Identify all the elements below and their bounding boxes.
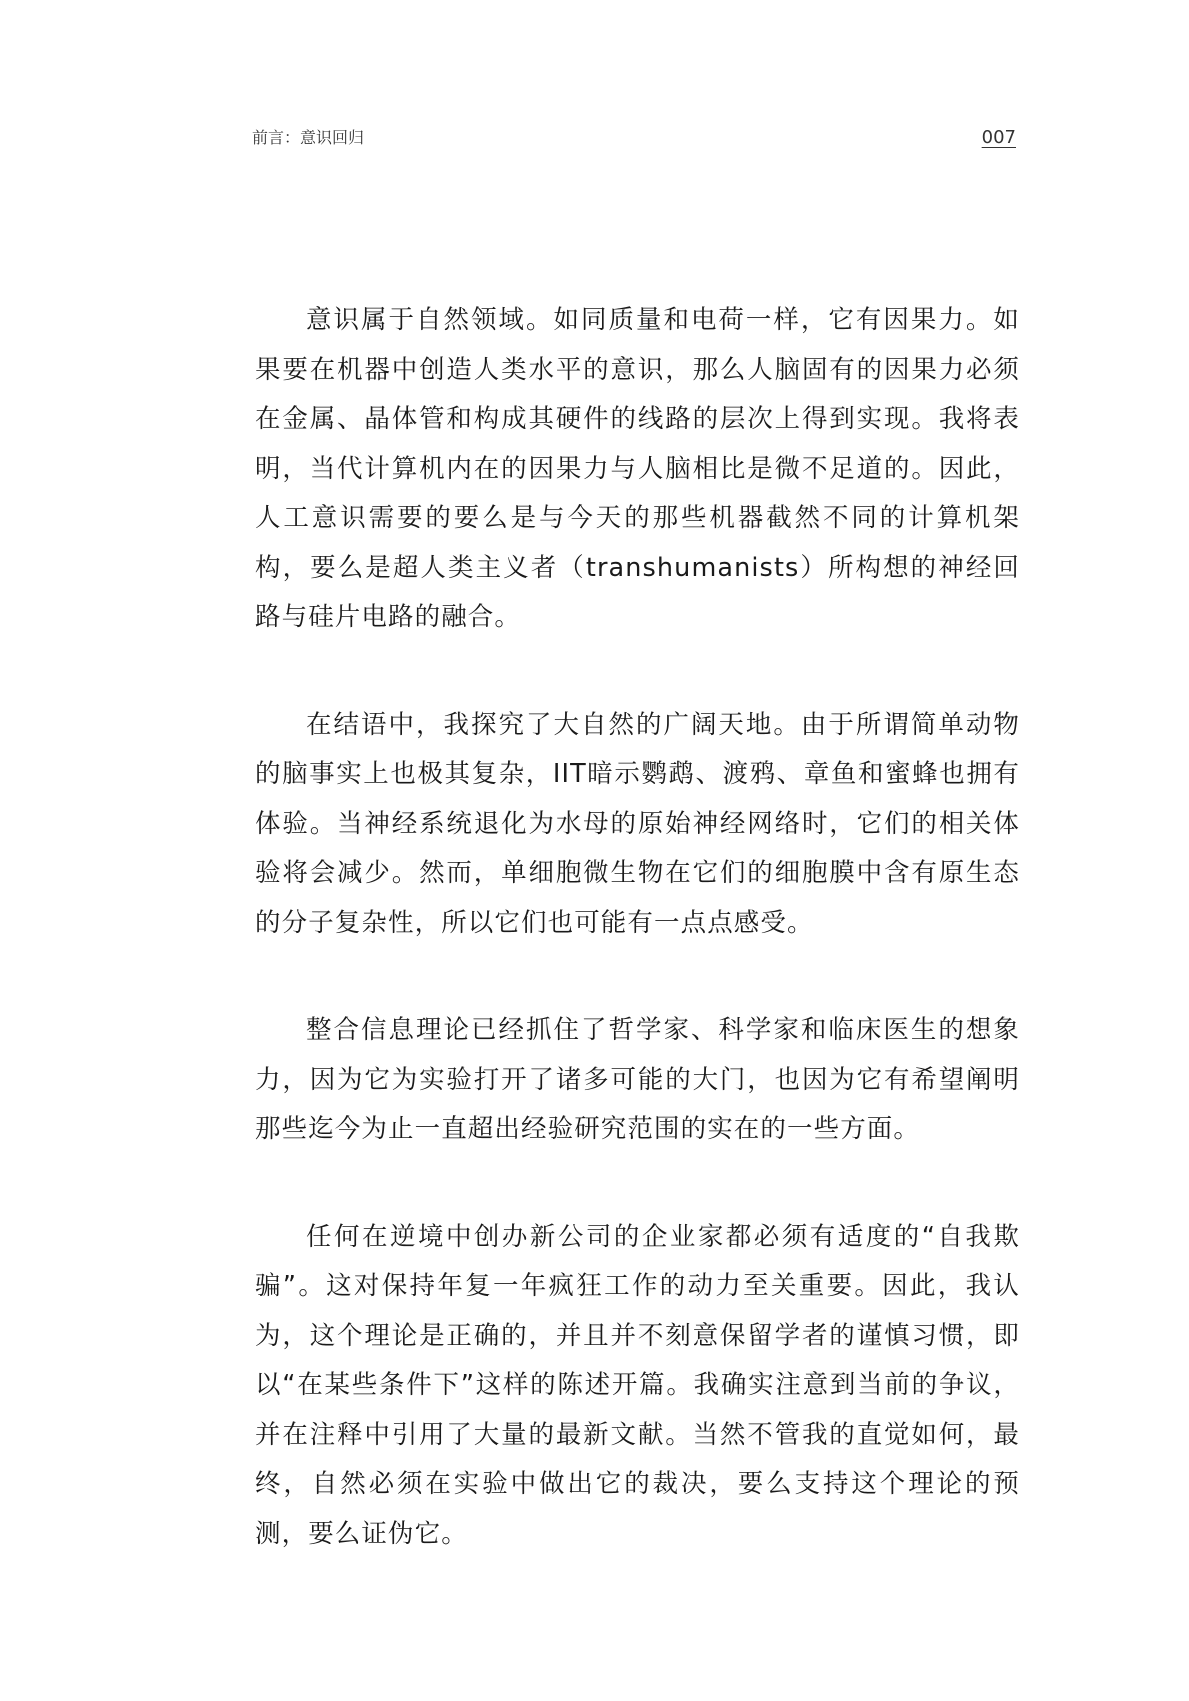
paragraph-4: 任何在逆境中创办新公司的企业家都必须有适度的“自我欺骗”。这对保持年复一年疯狂工作的动力至关重要。因此，我认为，这个理论是正确的，并且并不刻意保留学者的谨慎习惯，即以“在某些条件下”这样的陈述开篇。我确实注意到当前的争议，并在注释中引用了大量的最新文献。当然不管我的直觉如何，最终，自然必须在实验中做出它的裁决，要么支持这个理论的预测，要么证伪它。 — [255, 1221, 1020, 1549]
paragraph-3: 整合信息理论已经抓住了哲学家、科学家和临床医生的想象力，因为它为实验打开了诸多可能的大门，也因为它有希望阐明那些迄今为止一直超出经验研究范围的实在的一些方面。 — [255, 1015, 1020, 1144]
paragraph-1: 意识属于自然领域。如同质量和电荷一样，它有因果力。如果要在机器中创造人类水平的意识，那么人脑固有的因果力必须在金属、晶体管和构成其硬件的线路的层次上得到实现。我将表明，当代计算机内在的因果力与人脑相比是微不足道的。因此，人工意识需要的要么是与今天的那些机器截然不同的计算机架构，要么是超人类主义者（transhumanists）所构想的神经回路与硅片电路的融合。 — [255, 305, 1020, 632]
running-header — [252, 126, 1016, 150]
running-title: 前言：意识回归 — [252, 128, 365, 147]
body-text — [255, 296, 1020, 1617]
paragraph-2: 在结语中，我探究了大自然的广阔天地。由于所谓简单动物的脑事实上也极其复杂，IIT暗示鹦鹉、渡鸦、章鱼和蜜蜂也拥有体验。当神经系统退化为水母的原始神经网络时，它们的相关体验将会减少。然而，单细胞微生物在它们的细胞膜中含有原生态的分子复杂性，所以它们也可能有一点点感受。 — [255, 709, 1020, 938]
page-number: 007 — [981, 127, 1016, 148]
